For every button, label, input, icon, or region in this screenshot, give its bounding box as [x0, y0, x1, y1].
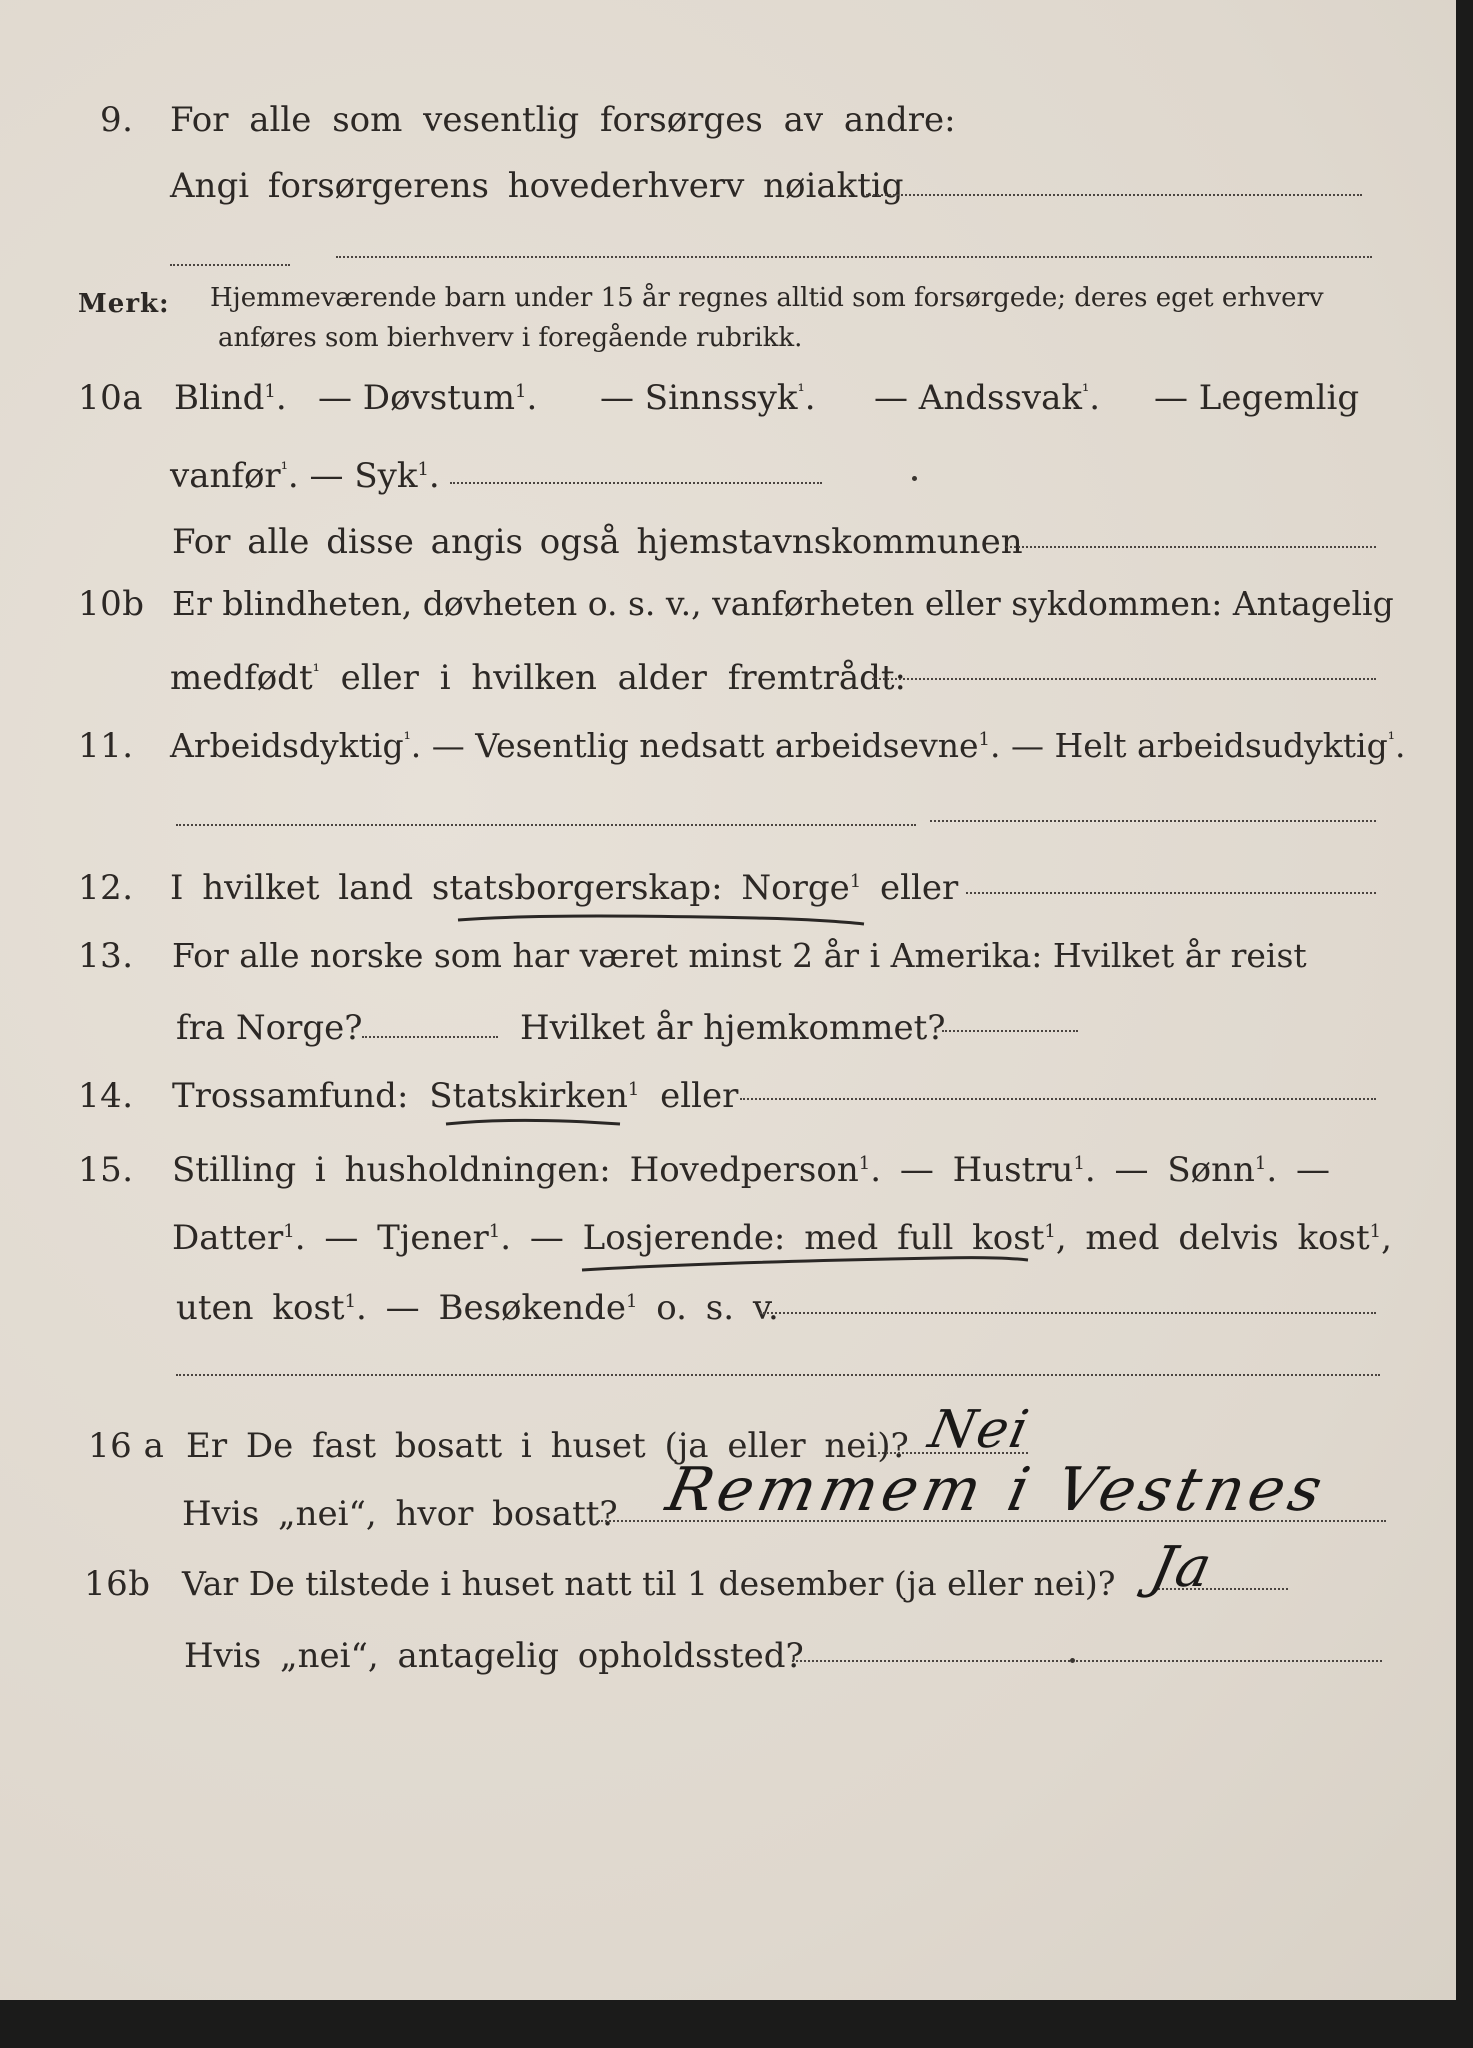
footnote-mark: 1	[283, 1221, 295, 1242]
question-text: Er De fast bosatt i huset (ja eller nei)?	[186, 1426, 909, 1466]
question-text: eller i hvilken alder fremtrådt:	[340, 658, 907, 698]
question-number: 12.	[78, 868, 134, 908]
question-number: 10a	[78, 378, 144, 418]
question-10a-line-3	[0, 522, 1456, 562]
footnote-mark: 1	[1369, 1221, 1382, 1242]
question-9	[0, 100, 1456, 140]
option-son: — Sønn	[1114, 1150, 1255, 1190]
question-text: Hvis „nei“, hvor bosatt?	[182, 1494, 618, 1534]
question-text: o. s. v.	[656, 1288, 779, 1328]
footnote-mark: 1	[1073, 1153, 1085, 1174]
question-number: 14.	[78, 1076, 134, 1116]
option-deaf-mute: — Døvstum	[318, 378, 515, 418]
footnote-mark: 1	[1044, 1221, 1056, 1242]
option-mentally-disabled: — Andssvak	[874, 378, 1083, 418]
footnote-mark: ¹	[312, 661, 320, 682]
question-number: 16 a	[88, 1426, 165, 1466]
handwritten-answer-present: Ja	[1145, 1535, 1219, 1600]
footnote-mark: ¹	[797, 381, 805, 402]
note-text: anføres som bierhverv i foregående rubrikk.	[218, 323, 803, 353]
option-lodger-full-board: — Losjerende: med full kost	[529, 1218, 1045, 1258]
handwritten-answer-residence: Remmem i Vestnes	[660, 1455, 1333, 1525]
footnote-mark: ¹	[280, 459, 288, 480]
footnote-mark: 1	[488, 1221, 501, 1242]
question-text: Trossamfund: Statskirken	[172, 1076, 628, 1116]
question-15-line-2: Datter$^1$. — Tjener$^1$. — Losjerende: med full kost$^1$, med delvis kost$^1$,	[0, 1218, 1456, 1258]
footnote-mark: 1	[849, 871, 862, 892]
handwritten-answer-resident: Nei	[923, 1400, 1036, 1460]
footnote-mark: 1	[515, 381, 527, 402]
question-15: 15. Stilling i husholdningen: Hovedperson$^1$. — Hustru$^1$. — Sønn$^1$. —	[78, 1150, 1330, 1190]
footnote-mark: ¹	[1387, 729, 1395, 750]
question-11: 11. Arbeidsdyktig$^{^1}$. — Vesentlig nedsatt arbeidsevne$^1$. — Helt arbeidsudyktig$^{^1}$.	[78, 726, 1406, 766]
option-lodger-no-board: uten kost	[176, 1288, 345, 1328]
question-text: Er blindheten, døvheten o. s. v., vanførheten eller sykdommen: Antagelig	[172, 584, 1394, 623]
pencil-underline	[444, 1116, 624, 1130]
question-text: Hvis „nei“, antagelig opholdssted?	[184, 1636, 804, 1676]
footnote-mark: 1	[978, 729, 990, 750]
footnote-mark: ¹	[403, 729, 411, 750]
question-9-line-2	[0, 166, 1456, 206]
question-16b	[0, 1535, 1456, 1604]
answer-field-religion[interactable]	[740, 1098, 1376, 1100]
answer-field-continuation[interactable]	[336, 256, 1372, 258]
question-text: eller	[880, 868, 959, 908]
comma: ,	[1381, 1218, 1392, 1258]
note-label: Merk:	[78, 289, 170, 319]
answer-field-whereabouts[interactable]	[792, 1660, 1382, 1662]
answer-field-age-onset[interactable]	[872, 678, 1376, 680]
question-10a: 10a Blind$^1$. — Døvstum$^1$. — Sinnssyk$^{^1}$. — Andssvak$^{^1}$. — Legemlig	[78, 378, 1360, 418]
question-number: 13.	[78, 936, 134, 976]
answer-field-disability[interactable]	[450, 482, 822, 484]
question-text: fra Norge?	[176, 1008, 363, 1048]
answer-field-main-occupation[interactable]	[866, 194, 1362, 196]
question-13-line-2	[0, 1008, 1456, 1048]
option-head-of-household: Stilling i husholdningen: Hovedperson	[172, 1150, 859, 1190]
question-number: 10b	[78, 584, 145, 624]
footnote-mark: 1	[627, 1079, 640, 1100]
option-crippled: vanfør	[170, 456, 281, 496]
question-16b-line-2	[0, 1636, 1456, 1676]
option-reduced-capacity: — Vesentlig nedsatt arbeidsevne	[431, 726, 979, 765]
footnote-mark: 1	[858, 1153, 871, 1174]
question-16a-line-2	[0, 1455, 1456, 1534]
question-10b-line-2	[0, 658, 1456, 698]
option-wife: — Hustru	[899, 1150, 1074, 1190]
footnote-mark: 1	[264, 381, 276, 402]
answer-field-home-municipality[interactable]	[1006, 546, 1376, 548]
question-text: I hvilket land statsborgerskap: Norge	[170, 868, 850, 908]
option-visitor: — Besøkende	[385, 1288, 626, 1328]
note-block	[0, 283, 1456, 358]
dash: —	[1295, 1150, 1330, 1190]
question-text: For alle som vesentlig forsørges av andre:	[170, 100, 956, 140]
answer-field-work-ability[interactable]	[176, 824, 916, 826]
option-insane: — Sinnssyk	[600, 378, 798, 418]
footnote-mark: 1	[344, 1291, 357, 1312]
answer-field-household-position[interactable]	[176, 1374, 1380, 1376]
answer-field-citizenship[interactable]	[966, 892, 1376, 894]
question-10b	[0, 584, 1456, 624]
answer-field-continuation[interactable]	[170, 264, 290, 266]
question-text: Angi forsørgerens hovederhverv nøiaktig	[170, 166, 904, 206]
question-14	[0, 1076, 1456, 1116]
question-text: For alle norske som har været minst 2 år i Amerika: Hvilket år reist	[172, 936, 1307, 975]
ink-speck	[912, 476, 917, 481]
question-13	[0, 936, 1456, 976]
option-blind: Blind	[174, 378, 265, 418]
question-15-line-3: uten kost$^1$. — Besøkende$^1$ o. s. v.	[0, 1288, 1456, 1328]
footnote-mark: 1	[1254, 1153, 1267, 1174]
option-servant: — Tjener	[324, 1218, 489, 1258]
question-number: 16b	[84, 1564, 151, 1604]
option-lodger-partial-board: , med delvis kost	[1055, 1218, 1370, 1258]
footnote-mark: 1	[417, 459, 429, 480]
footnote-mark: ¹	[1082, 381, 1090, 402]
question-number: 11.	[78, 726, 134, 766]
note-text: Hjemmeværende barn under 15 år regnes alltid som forsørgede; deres eget erhverv	[210, 283, 1324, 313]
option-congenital: medfødt	[170, 658, 313, 698]
option-unable-to-work: — Helt arbeidsudyktig	[1010, 726, 1388, 765]
option-daughter: Datter	[172, 1218, 284, 1258]
question-number: 9.	[100, 100, 134, 140]
question-10a-line-2: vanfør$^{^1}$. — Syk$^1$.	[0, 456, 1456, 496]
question-text: Hvilket år hjemkommet?	[520, 1008, 946, 1048]
question-number: 15.	[78, 1150, 134, 1190]
pencil-underline	[580, 1252, 1030, 1276]
footnote-mark: 1	[626, 1291, 638, 1312]
question-text: For alle disse angis også hjemstavnskommunen	[172, 522, 1023, 562]
question-text: Var De tilstede i huset natt til 1 desember (ja eller nei)?	[182, 1564, 1116, 1603]
option-physically: — Legemlig	[1154, 378, 1360, 418]
answer-field-work-ability[interactable]	[930, 820, 1376, 822]
pencil-underline	[456, 910, 866, 930]
ink-speck	[1070, 1658, 1075, 1663]
answer-field-year-returned[interactable]	[942, 1030, 1078, 1032]
answer-field-year-left[interactable]	[362, 1036, 498, 1038]
question-12	[0, 868, 1456, 908]
answer-field-household-position[interactable]	[760, 1312, 1376, 1314]
option-able-to-work: Arbeidsdyktig	[170, 726, 404, 765]
option-sick: — Syk	[309, 456, 418, 496]
question-text: eller	[660, 1076, 739, 1116]
